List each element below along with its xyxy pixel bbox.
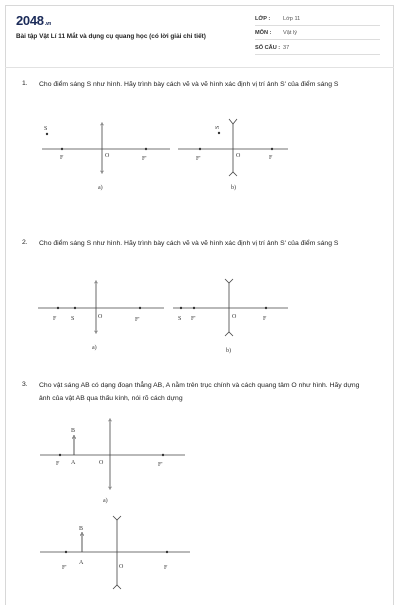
figure-q1b	[178, 119, 288, 176]
lens-tip	[113, 585, 121, 589]
label-fp: F'	[158, 462, 163, 468]
label-s: S	[44, 126, 48, 132]
question-text: Cho điểm sáng S như hình. Hãy trình bày cách vẽ và vẽ hình xác định vị trí ảnh S' của điểm sáng S	[39, 81, 339, 88]
label-f: F	[53, 316, 57, 322]
label-fp: F	[164, 565, 168, 571]
figure-caption: a)	[92, 345, 97, 351]
label-a: A	[79, 560, 84, 566]
figure-q3a	[40, 420, 185, 488]
meta-key: LỚP :	[255, 16, 271, 22]
label-f: F	[56, 461, 60, 467]
label-o: O	[236, 153, 241, 159]
label-fp: F	[269, 155, 273, 161]
point-source	[46, 133, 48, 135]
label-fp: F'	[142, 156, 147, 162]
meta-value: Vật lý	[283, 30, 297, 36]
meta-key: SỐ CÂU :	[255, 45, 281, 51]
label-s: S	[215, 125, 221, 129]
figure-caption: b)	[231, 185, 236, 191]
label-o: O	[105, 153, 110, 159]
lens-tip	[113, 516, 121, 520]
label-b: B	[71, 428, 76, 434]
label-o: O	[232, 314, 237, 320]
label-f: F'	[62, 565, 67, 571]
label-f: F'	[191, 316, 196, 322]
focal-point	[271, 148, 273, 150]
label-f: F	[60, 155, 64, 161]
figure-caption: a)	[103, 498, 108, 504]
focal-point	[59, 454, 61, 456]
figure-caption: a)	[98, 185, 103, 191]
lens-tip	[229, 119, 237, 124]
label-o: O	[99, 460, 104, 466]
label-s: S	[71, 316, 75, 322]
figure-q2a	[38, 282, 164, 332]
label-s: S	[178, 316, 182, 322]
point-source	[180, 307, 182, 309]
question-number: 3.	[22, 381, 28, 388]
label-o: O	[119, 564, 124, 570]
figure-caption: b)	[226, 348, 231, 354]
meta-value: Lớp 11	[283, 16, 301, 22]
focal-point	[65, 551, 67, 553]
figure-q2b	[173, 279, 288, 336]
label-fp: F'	[135, 317, 140, 323]
focal-point	[265, 307, 267, 309]
document-title: Bài tập Vật Lí 11 Mắt và dụng cụ quang học (có lời giải chi tiết)	[16, 33, 206, 40]
question-number: 1.	[22, 80, 28, 87]
focal-point	[166, 551, 168, 553]
point-source	[74, 307, 76, 309]
focal-point	[193, 307, 195, 309]
label-a: A	[71, 460, 76, 466]
lens-tip	[225, 279, 233, 283]
focal-point	[61, 148, 63, 150]
label-b: B	[79, 526, 84, 532]
label-fp: F	[263, 316, 267, 322]
label-f: F'	[196, 156, 201, 162]
focal-point	[139, 307, 141, 309]
question-number: 2.	[22, 239, 28, 246]
figure-q1a	[42, 124, 170, 172]
question-text: Cho vật sáng AB có dạng đoạn thẳng AB, A nằm trên trục chính và cách quang tâm O như hình. Hãy dựng ảnh của vật AB qua thấu kính, nói rõ cách dựng	[39, 382, 360, 402]
question-text: Cho điểm sáng S như hình. Hãy trình bày cách vẽ và vẽ hình xác định vị trí ảnh S' của điểm sáng S	[39, 240, 339, 247]
focal-point	[199, 148, 201, 150]
focal-point	[145, 148, 147, 150]
logo-text: 2048	[16, 13, 44, 28]
focal-point	[162, 454, 164, 456]
figure-q3b	[40, 516, 190, 589]
lens-tip	[225, 332, 233, 336]
focal-point	[57, 307, 59, 309]
lens-tip	[229, 172, 237, 176]
meta-key: MÔN :	[255, 30, 272, 36]
label-o: O	[98, 314, 103, 320]
meta-value: 37	[283, 45, 290, 51]
logo-domain: .vn	[44, 21, 52, 27]
point-source	[218, 132, 220, 134]
